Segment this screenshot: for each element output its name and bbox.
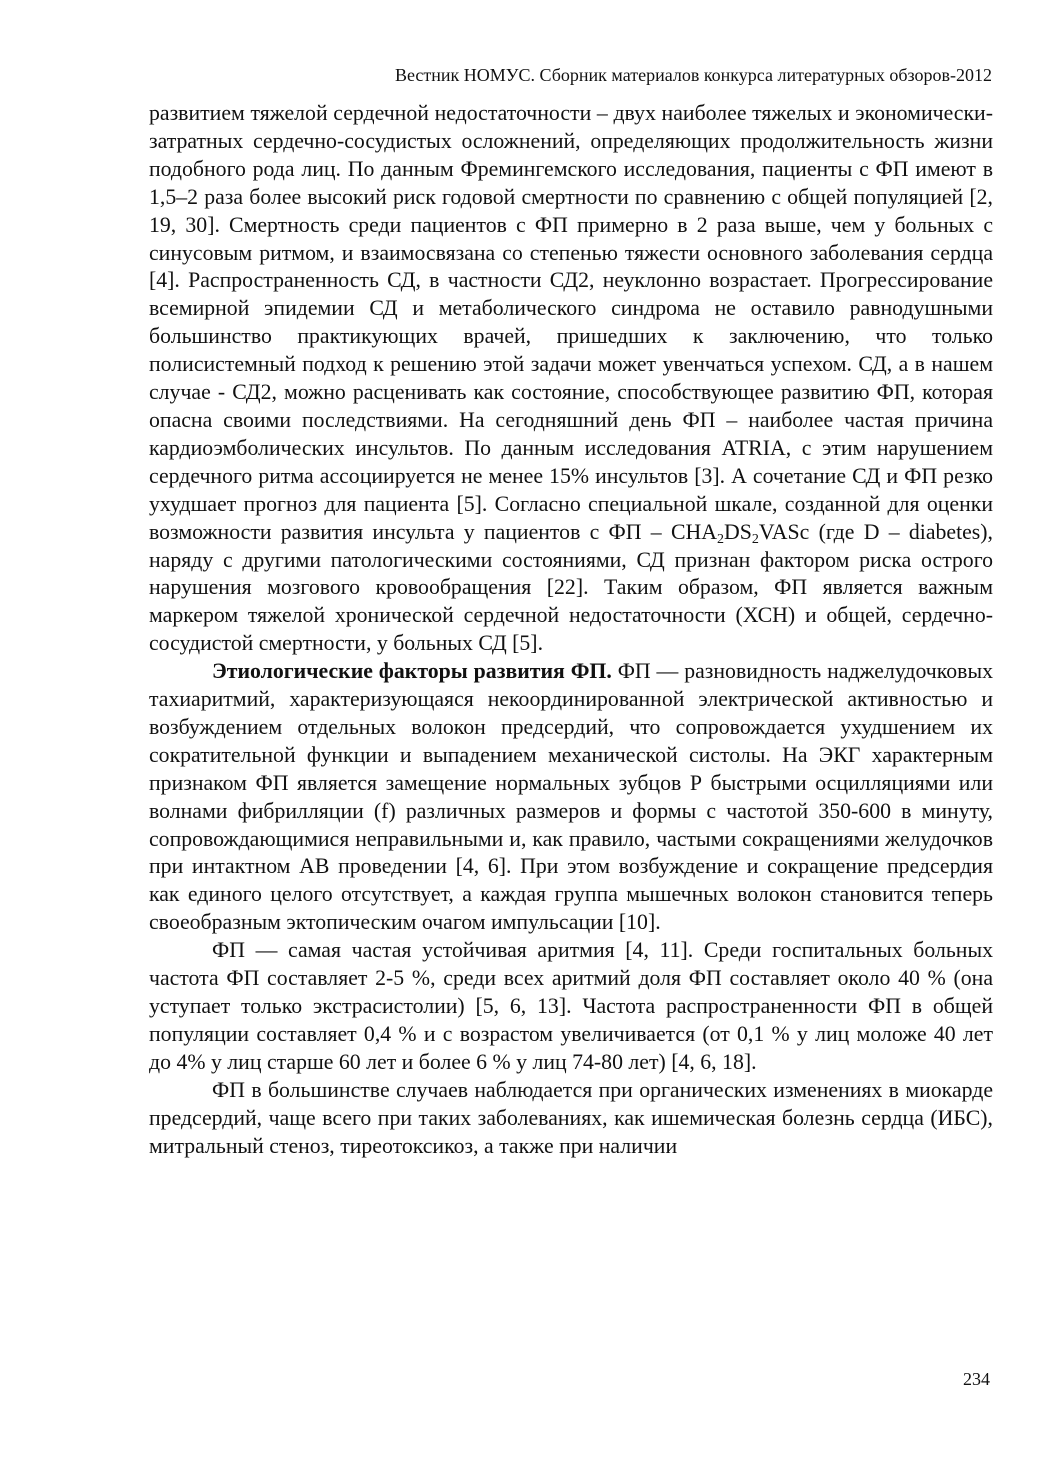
paragraph-3: ФП — самая частая устойчивая аритмия [4, 11]. Среди госпитальных больных частота ФП составляет 2-5 %, среди всех аритмий доля ФП составляет около 40 % (она уступает только экстрасистолии) [5, 6, 13]. Частота распространенности ФП в общей популяции составляет 0,4 % и с возрастом увеличивается (от 0,1 % у лиц моложе 40 лет до 4% у лиц старше 60 лет и более 6 % у лиц 74-80 лет) [4, 6, 18].	[149, 938, 993, 1074]
paragraph-1-text-a: развитием тяжелой сердечной недостаточности – двух наиболее тяжелых и экономически-затратных сердечно-сосудистых осложнений, определяющих продолжительность жизни подобного рода лиц. По данным Фремингемского исследования, пациенты с ФП имеют в 1,5–2 раза более высокий риск годовой смертности по сравнению с общей популяцией [2, 19, 30]. Смертность среди пациентов с ФП примерно в 2 раза выше, чем у больных с синусовым ритмом, и взаимосвязана со степенью тяжести основного заболевания сердца [4]. Распространенность СД, в частности СД2, неуклонно возрастает. Прогрессирование всемирной эпидемии СД и метаболического синдрома не оставило равнодушными большинство практикующих врачей, пришедших к заключению, что только полисистемный подход к решению этой задачи может увенчаться успехом. СД, а в нашем случае - СД2, можно расценивать как состояние, способствующее развитию ФП, которая опасна своими последствиями. На сегодняшний день ФП – наиболее частая причина кардиоэмболических инсультов. По данным исследования ATRIA, с этим нарушением сердечного ритма ассоциируется не менее 15% инсультов [3]. А сочетание СД и ФП резко ухудшает прогноз для пациента [5]. Согласно специальной шкале, созданной для оценки возможности развития инсульта у пациентов с ФП – CHA	[149, 101, 993, 544]
paragraph-1	[149, 100, 993, 658]
page-number: 234	[963, 1369, 990, 1389]
subscript: 2	[751, 531, 759, 547]
paragraph-1-text-b: DS	[723, 519, 752, 544]
paragraph-2	[149, 658, 993, 937]
subscript: 2	[716, 531, 724, 547]
body-text	[149, 100, 993, 1160]
paragraph-2-text: ФП — разновидность наджелудочковых тахиаритмий, характеризующаяся некоординированной электрической активностью и возбуждением отдельных волокон предсердий, что сопровождается ухудшением их сократительной функции и выпадением механической систолы. На ЭКГ характерным признаком ФП является замещение нормальных зубцов Р быстрыми осцилляциями или волнами фибрилляции (f) различных размеров и формы с частотой 350-600 в минуту, сопровождающимися неправильными и, как правило, частыми сокращениями желудочков при интактном АВ проведении [4, 6]. При этом возбуждение и сокращение предсердия как единого целого отсутствует, а каждая группа мышечных волокон становится теперь своеобразным эктопическим очагом импульсации [10].	[149, 659, 993, 935]
paragraph-4: ФП в большинстве случаев наблюдается при органических изменениях в миокарде предсердий, чаще всего при таких заболеваниях, как ишемическая болезнь сердца (ИБС), митральный стеноз, тиреотоксикоз, а также при наличии	[149, 1077, 993, 1158]
section-heading: Этиологические факторы развития ФП.	[212, 659, 612, 684]
running-header: Вестник НОМУС. Сборник материалов конкурса литературных обзоров-2012	[394, 65, 992, 85]
paragraph-1-text-c: VASc (где D – diabetes), наряду с другими патологическими состояниями, СД признан фактором риска острого нарушения мозгового кровообращения [22]. Таким образом, ФП является важным маркером тяжелой хронической сердечной недостаточности (ХСН) и общей, сердечно-сосудистой смертности, у больных СД [5].	[149, 519, 993, 656]
